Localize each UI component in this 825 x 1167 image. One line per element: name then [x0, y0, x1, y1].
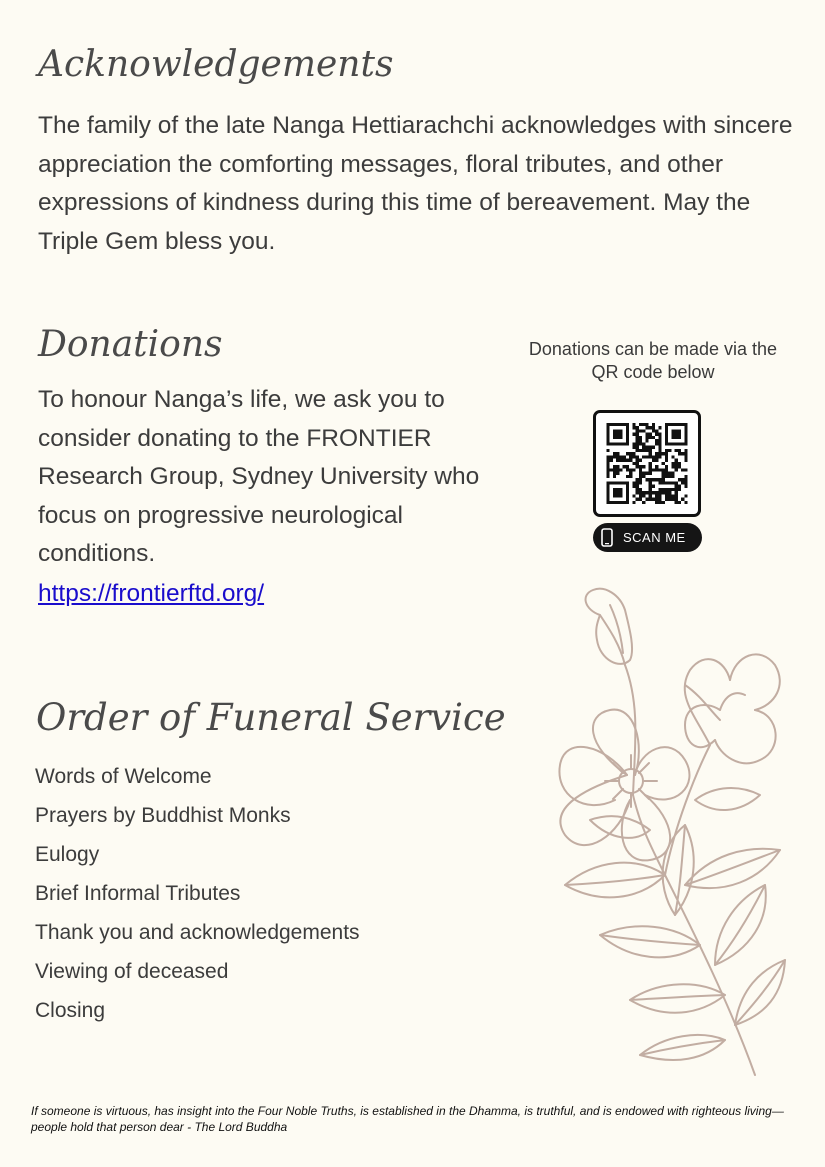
qr-module [665, 481, 668, 484]
qr-module [668, 491, 671, 494]
qr-module [671, 481, 674, 484]
buddha-quote: If someone is virtuous, has insight into the Four Noble Truths, is established in the Dhamma, is truthful, and is endowed with righteous living—people hold that person dear - The Lord Buddha [31, 1104, 784, 1134]
qr-module [642, 449, 645, 452]
qr-module [675, 459, 678, 462]
scan-me-label: SCAN ME [623, 530, 686, 545]
qr-module [671, 475, 674, 478]
qr-module [665, 455, 668, 458]
qr-module [639, 429, 642, 432]
qr-module [665, 452, 668, 455]
qr-module [645, 423, 648, 426]
qr-module [684, 485, 687, 488]
qr-module [652, 423, 655, 426]
qr-module [642, 423, 645, 426]
qr-module [636, 491, 639, 494]
scan-me-badge [593, 523, 702, 552]
qr-module [639, 491, 642, 494]
qr-module [675, 485, 678, 488]
qr-module [616, 468, 619, 471]
qr-module [684, 449, 687, 452]
qr-module [649, 468, 652, 471]
qr-module [649, 462, 652, 465]
qr-module [678, 501, 681, 504]
qr-module [658, 439, 661, 442]
qr-module [665, 498, 668, 501]
qr-module [684, 452, 687, 455]
qr-module [681, 452, 684, 455]
qr-module [684, 475, 687, 478]
qr-module [649, 426, 652, 429]
order-of-service-list [35, 757, 360, 1030]
qr-module [652, 446, 655, 449]
qr-module [684, 468, 687, 471]
qr-module [678, 462, 681, 465]
qr-module [665, 488, 668, 491]
qr-module [632, 446, 635, 449]
qr-module [632, 485, 635, 488]
qr-module [613, 452, 616, 455]
qr-module [658, 452, 661, 455]
qr-module [662, 501, 665, 504]
list-item: Brief Informal Tributes [35, 882, 241, 905]
qr-module [632, 423, 635, 426]
flower-illustration-icon [525, 585, 790, 1085]
qr-module [665, 491, 668, 494]
qr-module [668, 481, 671, 484]
qr-module [639, 494, 642, 497]
qr-module [671, 465, 674, 468]
qr-module [675, 462, 678, 465]
qr-module [655, 498, 658, 501]
list-item: Thank you and acknowledgements [35, 921, 360, 944]
list-item: Viewing of deceased [35, 960, 229, 983]
qr-module [645, 478, 648, 481]
qr-module [632, 433, 635, 436]
qr-module [658, 455, 661, 458]
qr-module [616, 452, 619, 455]
qr-module [658, 436, 661, 439]
qr-module [639, 472, 642, 475]
qr-module [655, 429, 658, 432]
qr-module [675, 498, 678, 501]
qr-code-icon[interactable] [593, 410, 701, 517]
qr-module [655, 442, 658, 445]
qr-module [636, 446, 639, 449]
qr-module [613, 475, 616, 478]
qr-module [652, 498, 655, 501]
qr-module [645, 439, 648, 442]
qr-module [662, 462, 665, 465]
qr-module [684, 455, 687, 458]
qr-module [649, 481, 652, 484]
qr-module [668, 498, 671, 501]
qr-module [678, 449, 681, 452]
list-item: Closing [35, 999, 106, 1022]
qr-module [645, 455, 648, 458]
qr-module [678, 465, 681, 468]
qr-module [626, 465, 629, 468]
qr-module [668, 472, 671, 475]
qr-module [684, 478, 687, 481]
qr-module [639, 459, 642, 462]
qr-module [649, 472, 652, 475]
qr-module [642, 491, 645, 494]
qr-module [639, 465, 642, 468]
phone-icon [601, 528, 613, 547]
qr-caption: Donations can be made via the QR code below [528, 339, 778, 382]
qr-module [636, 449, 639, 452]
qr-module [632, 452, 635, 455]
qr-module [662, 468, 665, 471]
qr-module [632, 481, 635, 484]
qr-module [671, 488, 674, 491]
qr-module [652, 426, 655, 429]
acknowledgements-heading: Acknowledgements [38, 44, 394, 85]
qr-module [636, 455, 639, 458]
qr-module [645, 433, 648, 436]
qr-module [610, 459, 613, 462]
qr-module [629, 468, 632, 471]
qr-module [642, 494, 645, 497]
qr-module [662, 488, 665, 491]
qr-module [681, 478, 684, 481]
qr-module [636, 426, 639, 429]
qr-module [607, 462, 610, 465]
qr-module [623, 459, 626, 462]
qr-module [662, 472, 665, 475]
donations-text: To honour Nanga’s life, we ask you to consider donating to the FRONTIER Research Group, Sydney University who focus on progressive neurological conditions. [38, 386, 480, 567]
qr-module [681, 468, 684, 471]
qr-module [652, 478, 655, 481]
qr-module [655, 452, 658, 455]
qr-module [632, 494, 635, 497]
qr-module [655, 459, 658, 462]
qr-module [665, 465, 668, 468]
qr-module [665, 472, 668, 475]
qr-module [632, 455, 635, 458]
qr-module [658, 468, 661, 471]
qr-module [675, 465, 678, 468]
qr-module [642, 446, 645, 449]
qr-module [629, 472, 632, 475]
qr-module [636, 439, 639, 442]
qr-module [645, 426, 648, 429]
qr-module [649, 478, 652, 481]
qr-module [671, 462, 674, 465]
qr-module [668, 494, 671, 497]
qr-module [662, 478, 665, 481]
qr-module [675, 488, 678, 491]
qr-module [626, 459, 629, 462]
qr-module [655, 478, 658, 481]
qr-module [607, 459, 610, 462]
qr-module [626, 452, 629, 455]
qr-module [639, 449, 642, 452]
qr-module [636, 429, 639, 432]
qr-module [629, 452, 632, 455]
qr-module [678, 485, 681, 488]
qr-module [658, 488, 661, 491]
donation-link[interactable]: https://frontierftd.org/ [38, 580, 265, 607]
qr-module [675, 481, 678, 484]
list-item: Prayers by Buddhist Monks [35, 804, 291, 827]
qr-module [642, 455, 645, 458]
qr-module [645, 436, 648, 439]
qr-module [636, 465, 639, 468]
qr-module [652, 491, 655, 494]
qr-module [662, 481, 665, 484]
list-item: Words of Welcome [35, 765, 212, 788]
qr-module [655, 491, 658, 494]
list-item: Eulogy [35, 843, 100, 866]
qr-module [639, 481, 642, 484]
qr-module [623, 455, 626, 458]
qr-module [639, 475, 642, 478]
qr-module [639, 442, 642, 445]
qr-module [675, 491, 678, 494]
qr-module [684, 459, 687, 462]
qr-module [639, 436, 642, 439]
qr-module [613, 468, 616, 471]
qr-module [658, 426, 661, 429]
qr-module [678, 452, 681, 455]
qr-module [616, 455, 619, 458]
qr-module [658, 481, 661, 484]
qr-module [652, 485, 655, 488]
qr-module [658, 442, 661, 445]
qr-module [668, 449, 671, 452]
qr-module [649, 433, 652, 436]
qr-module [655, 439, 658, 442]
qr-module [675, 494, 678, 497]
donations-heading: Donations [38, 324, 223, 365]
qr-module [671, 498, 674, 501]
qr-module [665, 468, 668, 471]
qr-module [665, 475, 668, 478]
qr-module [610, 455, 613, 458]
qr-module [607, 475, 610, 478]
qr-module [668, 488, 671, 491]
qr-module [665, 494, 668, 497]
qr-module [639, 423, 642, 426]
qr-module [649, 465, 652, 468]
qr-module [645, 446, 648, 449]
qr-module [658, 446, 661, 449]
qr-module [649, 446, 652, 449]
qr-module [658, 501, 661, 504]
qr-module [662, 452, 665, 455]
qr-module [675, 468, 678, 471]
qr-module [639, 439, 642, 442]
qr-module [658, 433, 661, 436]
qr-module [655, 494, 658, 497]
qr-module [649, 449, 652, 452]
qr-module [632, 442, 635, 445]
qr-module [607, 455, 610, 458]
qr-module [671, 455, 674, 458]
qr-module [619, 459, 622, 462]
qr-module [629, 459, 632, 462]
qr-module [636, 478, 639, 481]
qr-module [607, 465, 610, 468]
qr-module [626, 475, 629, 478]
qr-module [642, 501, 645, 504]
qr-module [649, 488, 652, 491]
qr-module [655, 433, 658, 436]
qr-module [613, 465, 616, 468]
qr-module [658, 478, 661, 481]
qr-module [613, 472, 616, 475]
qr-module [658, 498, 661, 501]
qr-module [645, 472, 648, 475]
qr-module [636, 481, 639, 484]
qr-module [652, 455, 655, 458]
qr-module [636, 485, 639, 488]
qr-module [649, 455, 652, 458]
qr-module [665, 459, 668, 462]
qr-module [645, 449, 648, 452]
qr-module [636, 462, 639, 465]
qr-module [629, 455, 632, 458]
qr-module [658, 449, 661, 452]
qr-module [649, 436, 652, 439]
qr-module [610, 468, 613, 471]
qr-module [639, 488, 642, 491]
qr-module [671, 494, 674, 497]
qr-module [642, 429, 645, 432]
qr-module [655, 468, 658, 471]
qr-module [642, 475, 645, 478]
qr-module [642, 465, 645, 468]
qr-module [607, 468, 610, 471]
qr-module [626, 468, 629, 471]
qr-module [675, 501, 678, 504]
qr-code-block[interactable] [593, 410, 703, 552]
order-of-service-heading: Order of Funeral Service [36, 696, 506, 739]
qr-module [671, 472, 674, 475]
qr-module [652, 468, 655, 471]
qr-module [645, 491, 648, 494]
qr-module [649, 494, 652, 497]
qr-module [655, 455, 658, 458]
qr-module [607, 449, 610, 452]
qr-module [639, 498, 642, 501]
qr-module [636, 459, 639, 462]
qr-module [613, 455, 616, 458]
qr-module [632, 426, 635, 429]
qr-module [629, 475, 632, 478]
qr-module [636, 498, 639, 501]
qr-module [684, 494, 687, 497]
qr-module [668, 475, 671, 478]
qr-module [684, 501, 687, 504]
qr-module [639, 478, 642, 481]
qr-module [632, 468, 635, 471]
qr-module [662, 491, 665, 494]
qr-module [619, 468, 622, 471]
qr-module [675, 449, 678, 452]
qr-module [655, 501, 658, 504]
qr-module [616, 459, 619, 462]
qr-module [642, 472, 645, 475]
qr-module [665, 449, 668, 452]
qr-module [652, 436, 655, 439]
qr-module [649, 498, 652, 501]
qr-module [658, 494, 661, 497]
qr-module [681, 481, 684, 484]
qr-module [684, 481, 687, 484]
qr-module [632, 462, 635, 465]
qr-module [662, 475, 665, 478]
qr-module [649, 485, 652, 488]
qr-module [616, 465, 619, 468]
qr-module [639, 468, 642, 471]
qr-module [642, 442, 645, 445]
qr-module [619, 455, 622, 458]
qr-module [649, 452, 652, 455]
qr-module [652, 429, 655, 432]
qr-module [649, 491, 652, 494]
qr-module [645, 498, 648, 501]
qr-module [678, 488, 681, 491]
qr-module [623, 465, 626, 468]
qr-module [636, 433, 639, 436]
qr-module [632, 501, 635, 504]
qr-module [636, 436, 639, 439]
acknowledgements-text: The family of the late Nanga Hettiarachchi acknowledges with sincere appreciation the comforting messages, floral tributes, and other expressions of kindness during this time of bereavement. May the Triple Gem bless you. [38, 112, 793, 255]
qr-module [607, 472, 610, 475]
qr-module [636, 442, 639, 445]
qr-module [658, 491, 661, 494]
qr-module [681, 498, 684, 501]
qr-module [636, 488, 639, 491]
qr-module [652, 459, 655, 462]
qr-module [616, 472, 619, 475]
qr-module [655, 465, 658, 468]
qr-module [678, 478, 681, 481]
